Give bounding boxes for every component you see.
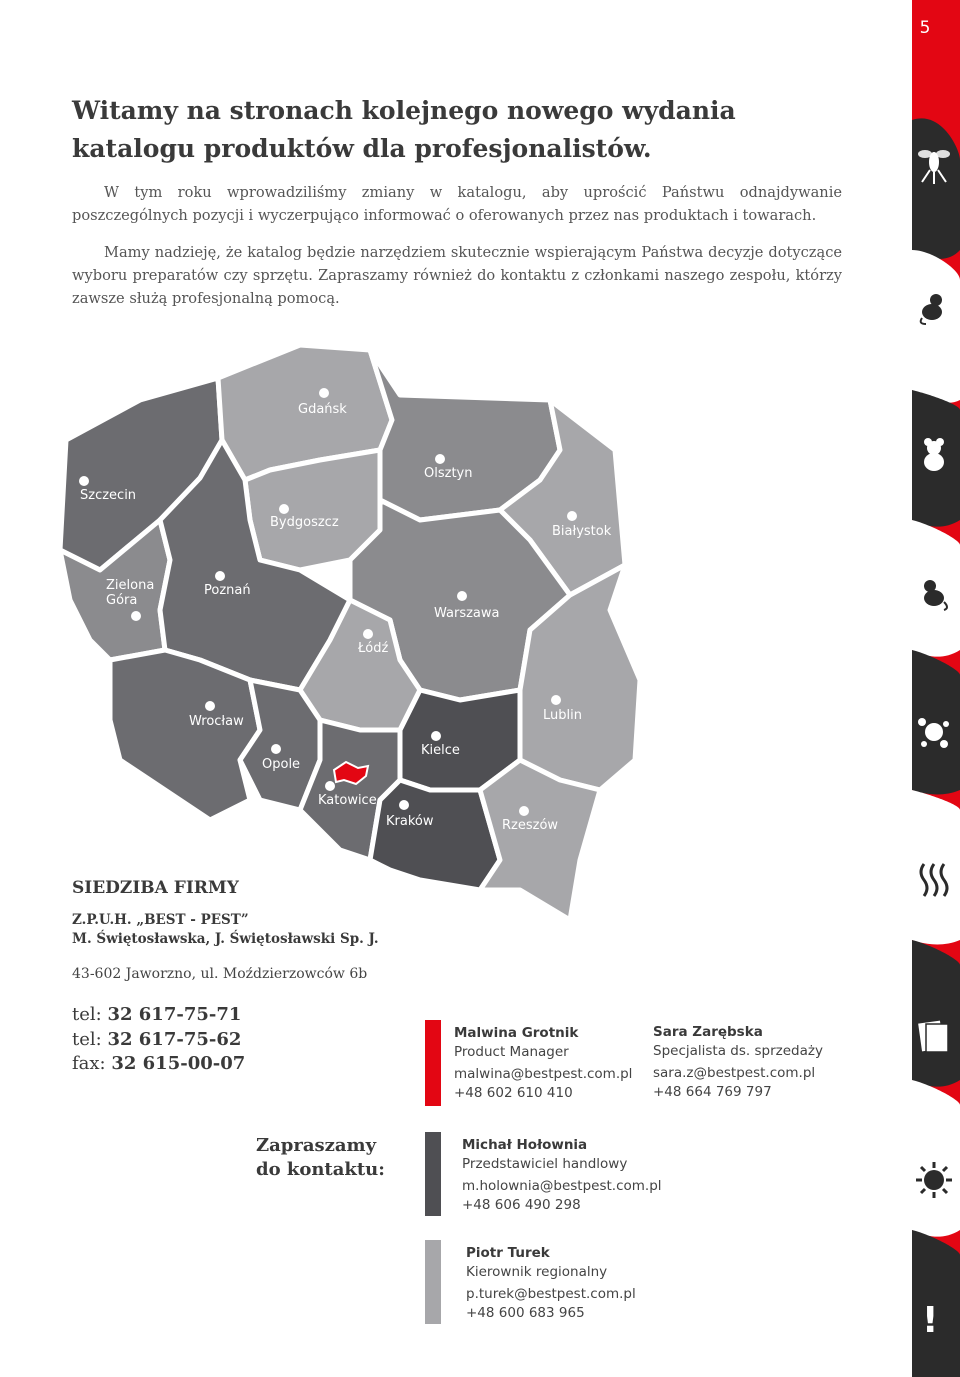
page-title: Witamy na stronach kolejnego nowego wydania katalogu produktów dla profesjonalistów.: [72, 96, 736, 163]
stain-icon: [916, 712, 952, 752]
phone-line: [72, 1004, 241, 1025]
city-label-lublin: Lublin: [543, 708, 582, 723]
contact-role: Przedstawiciel handlowy: [462, 1155, 628, 1172]
contact-email[interactable]: m.holownia@bestpest.com.pl: [462, 1178, 662, 1194]
city-dot-katowice: [325, 781, 335, 791]
city-dot-kielce: [431, 731, 441, 741]
city-dot-olsztyn: [435, 454, 445, 464]
city-label-lodz: Łódź: [358, 641, 389, 656]
phone-number[interactable]: 32 617-75-71: [107, 1004, 242, 1025]
contact-card: [462, 1136, 662, 1214]
city-label-zielona-gora-line1: Zielona: [106, 578, 155, 593]
fax-label: fax:: [72, 1053, 106, 1074]
city-label-poznan: Poznań: [204, 583, 251, 598]
contact-invite: [256, 1134, 385, 1182]
heat-icon: [916, 860, 952, 900]
city-label-zielona-gora-line2: Góra: [106, 593, 138, 608]
city-dot-bydgoszcz: [279, 504, 289, 514]
city-dot-poznan: [215, 571, 225, 581]
intro-paragraph-2: Mamy nadzieję, że katalog będzie narzędziem skutecznie wspierającym Państwa decyzje dotyczące wyboru preparatów czy sprzętu. Zapraszamy również do kontaktu z członkami naszego zespołu, którzy zawsze służą profesjonalną pomocą.: [72, 244, 842, 307]
rat-small-icon: [916, 576, 952, 612]
city-label-kielce: Kielce: [421, 743, 460, 758]
city-dot-gdansk: [319, 388, 329, 398]
phone-line: [72, 1029, 241, 1050]
contact-name: Sara Zarębska: [653, 1024, 763, 1040]
sun-icon: [914, 1160, 954, 1200]
hq-address: 43-602 Jaworzno, ul. Moździerzowców 6b: [72, 966, 368, 982]
exclamation-icon: !: [922, 1300, 939, 1341]
phone-number[interactable]: 32 617-75-62: [107, 1029, 242, 1050]
contact-card: [454, 1024, 632, 1102]
contact-color-bar-dark: [425, 1132, 441, 1216]
region-podkarpackie: [480, 760, 600, 920]
city-dot-rzeszow: [519, 806, 529, 816]
city-label-bialystok: Białystok: [552, 524, 612, 539]
poland-region-map: [40, 330, 680, 930]
city-label-wroclaw: Wrocław: [189, 714, 244, 729]
contact-role: Kierownik regionalny: [466, 1263, 608, 1280]
city-label-katowice: Katowice: [318, 793, 377, 808]
city-label-opole: Opole: [262, 757, 301, 772]
contact-name: Piotr Turek: [466, 1245, 550, 1261]
contact-phone[interactable]: +48 606 490 298: [462, 1196, 581, 1213]
hq-company-line2: M. Świętosławska, J. Świętosławski Sp. J.: [72, 931, 379, 947]
city-label-bydgoszcz: Bydgoszcz: [270, 515, 339, 530]
mosquito-icon: [916, 140, 952, 184]
intro-paragraph-1: W tym roku wprowadziliśmy zmiany w katalogu, aby uprościć Państwu odnajdywanie poszczególnych pozycji i wyczerpująco informować o oferowanych przez nas produktach i towarach.: [72, 184, 842, 224]
phone-label: tel:: [72, 1004, 102, 1025]
contact-email[interactable]: p.turek@bestpest.com.pl: [466, 1286, 636, 1302]
contact-role: Specjalista ds. sprzedaży: [653, 1042, 823, 1059]
city-dot-opole: [271, 744, 281, 754]
contact-invite-line1: Zapraszamy: [256, 1135, 377, 1156]
glue-trap-icon: [916, 1016, 952, 1056]
contact-email[interactable]: sara.z@bestpest.com.pl: [653, 1065, 816, 1081]
contact-phone[interactable]: +48 664 769 797: [653, 1083, 772, 1100]
contact-invite-line2: do kontaktu:: [256, 1159, 385, 1180]
contact-card: [466, 1244, 636, 1322]
city-label-olsztyn: Olsztyn: [424, 466, 473, 481]
city-dot-lodz: [363, 629, 373, 639]
fax-number[interactable]: 32 615-00-07: [111, 1053, 246, 1074]
mouse-icon: [916, 436, 952, 476]
city-dot-zielona-gora: [131, 611, 141, 621]
city-dot-szczecin: [79, 476, 89, 486]
hq-company-line1: Z.P.U.H. „BEST - PEST”: [72, 912, 249, 928]
contact-email[interactable]: malwina@bestpest.com.pl: [454, 1066, 633, 1082]
city-label-gdansk: Gdańsk: [298, 402, 347, 417]
city-label-rzeszow: Rzeszów: [502, 818, 559, 833]
city-dot-krakow: [399, 800, 409, 810]
contact-color-bar-red: [425, 1020, 441, 1106]
phone-label: tel:: [72, 1029, 102, 1050]
city-label-krakow: Kraków: [386, 814, 434, 829]
contact-card: [653, 1023, 823, 1101]
hq-title: SIEDZIBA FIRMY: [72, 878, 239, 898]
city-dot-wroclaw: [205, 701, 215, 711]
page-number: 5: [919, 18, 931, 38]
city-label-warszawa: Warszawa: [434, 606, 500, 621]
contact-color-bar-light: [425, 1240, 441, 1324]
rat-icon: [916, 290, 952, 326]
contact-role: Product Manager: [454, 1043, 569, 1060]
city-dot-lublin: [551, 695, 561, 705]
contact-phone[interactable]: +48 600 683 965: [466, 1304, 585, 1321]
region-dolnoslaskie: [110, 650, 260, 820]
city-dot-warszawa: [457, 591, 467, 601]
city-label-szczecin: Szczecin: [80, 488, 137, 503]
contact-name: Michał Hołownia: [462, 1137, 588, 1153]
fax-line: [72, 1053, 245, 1074]
contact-name: Malwina Grotnik: [454, 1025, 579, 1041]
contact-phone[interactable]: +48 602 610 410: [454, 1084, 573, 1101]
city-dot-bialystok: [567, 511, 577, 521]
